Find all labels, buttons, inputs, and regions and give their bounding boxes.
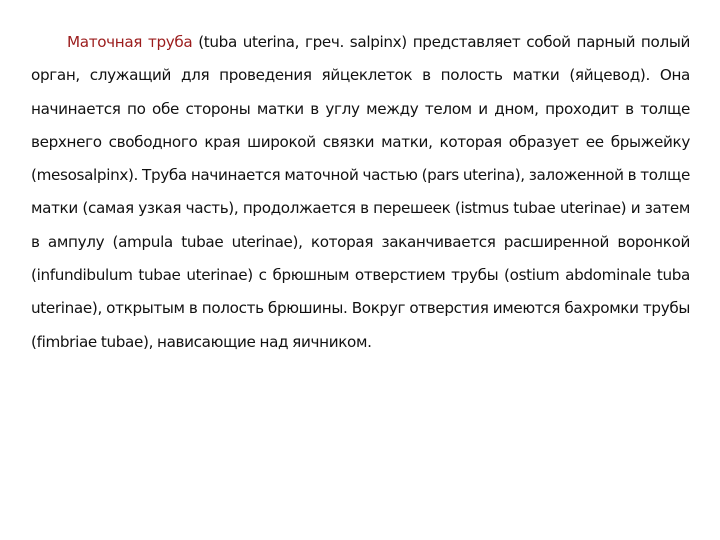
highlighted-term: Маточная труба xyxy=(67,33,193,51)
body-paragraph xyxy=(31,26,690,359)
paragraph-text: (tuba uterina, греч. salpinx) представляет собой парный полый орган, служащий для проведения яйцеклеток в полость матки (яйцевод). Она начинается по обе стороны матки в углу между телом и дном, проходит в толще верхнего свободного края широкой связки матки, которая образует ее брыжейку (mesosalpinx). Труба начинается маточной частью (pars uterina), заложенной в толще матки (самая узкая часть), продолжается в перешеек (istmus tubae uterinae) и затем в ампулу (ampula tubae uterinae), которая заканчивается расширенной воронкой (infundibulum tubae uterinae) с брюшным отверстием трубы (ostium abdominale tuba uterinae), открытым в полость брюшины. Вокруг отверстия имеются бахромки трубы (fimbriae tubae), нависающие над яичником. xyxy=(31,33,690,351)
